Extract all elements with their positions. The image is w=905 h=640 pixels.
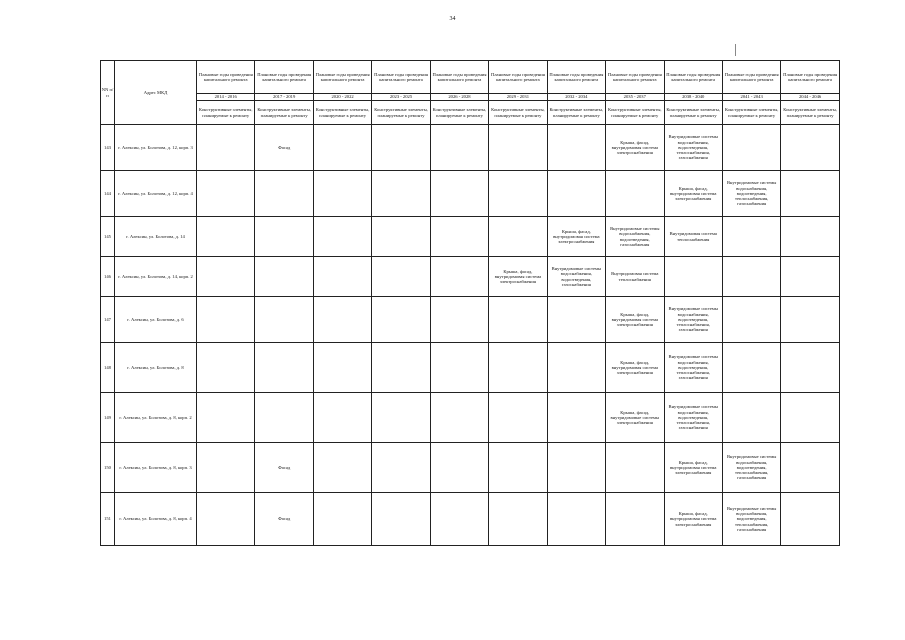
row-cell: Фасад — [255, 493, 313, 546]
row-cell: Внутридомовые системы водоснабжения, водоотведения, теплоснабжения, газоснабжения — [722, 171, 780, 217]
header-elements: Конструктивные элементы, планируемые к ремонту — [664, 101, 722, 125]
row-number: 145 — [101, 217, 115, 257]
row-cell — [430, 297, 488, 343]
row-cell — [489, 343, 547, 393]
header-elements: Конструктивные элементы, планируемые к ремонту — [372, 101, 430, 125]
page-number: 34 — [449, 16, 456, 22]
header-elements: Конструктивные элементы, планируемые к ремонту — [606, 101, 664, 125]
header-period: 2035 - 2037 — [606, 94, 664, 101]
header-period: 2044 - 2046 — [781, 94, 839, 101]
row-cell — [547, 297, 605, 343]
row-cell: Внутридомовая система теплоснабжения — [606, 257, 664, 297]
row-cell — [197, 393, 255, 443]
row-cell: Крыша, фасад, внутридомовая система электроснабжения — [489, 257, 547, 297]
header-planned-years: Плановые годы проведения капитального ремонта — [255, 61, 313, 94]
row-cell: Внутридомовая система теплоснабжения — [664, 217, 722, 257]
row-cell — [372, 217, 430, 257]
row-cell: Внутридомовые системы водоснабжения, водоотведения, теплоснабжения, газоснабжения — [664, 125, 722, 171]
row-number: 148 — [101, 343, 115, 393]
header-period: 2032 - 2034 — [547, 94, 605, 101]
header-elements: Конструктивные элементы, планируемые к ремонту — [722, 101, 780, 125]
row-cell — [722, 217, 780, 257]
header-period: 2023 - 2025 — [372, 94, 430, 101]
row-cell — [430, 125, 488, 171]
header-planned-years: Плановые годы проведения капитального ремонта — [664, 61, 722, 94]
row-cell — [197, 217, 255, 257]
row-address: г. Алексин, ул. Болотова, д. 14, корп. 2 — [115, 257, 197, 297]
row-cell — [197, 297, 255, 343]
row-cell — [547, 443, 605, 493]
row-cell — [781, 493, 839, 546]
row-cell — [547, 393, 605, 443]
row-cell: Фасад — [255, 443, 313, 493]
header-nn: NN п/п — [101, 61, 115, 125]
row-cell — [430, 393, 488, 443]
table-row — [101, 171, 840, 217]
row-cell — [313, 443, 371, 493]
row-cell — [722, 297, 780, 343]
row-cell — [313, 393, 371, 443]
row-cell — [255, 393, 313, 443]
row-address: г. Алексин, ул. Болотова, д. 12, корп. 4 — [115, 171, 197, 217]
row-cell — [372, 125, 430, 171]
row-cell — [313, 257, 371, 297]
table-row — [101, 443, 840, 493]
row-cell — [489, 217, 547, 257]
header-elements: Конструктивные элементы, планируемые к ремонту — [547, 101, 605, 125]
row-cell — [606, 493, 664, 546]
header-period: 2026 - 2028 — [430, 94, 488, 101]
row-cell — [489, 125, 547, 171]
header-planned-years: Плановые годы проведения капитального ремонта — [781, 61, 839, 94]
row-cell — [781, 443, 839, 493]
row-cell — [313, 217, 371, 257]
row-cell — [255, 343, 313, 393]
header-elements: Конструктивные элементы, планируемые к ремонту — [255, 101, 313, 125]
table-row — [101, 493, 840, 546]
row-cell — [197, 343, 255, 393]
header-planned-years: Плановые годы проведения капитального ремонта — [197, 61, 255, 94]
row-cell — [372, 443, 430, 493]
table-body — [101, 125, 840, 546]
header-planned-years: Плановые годы проведения капитального ремонта — [722, 61, 780, 94]
row-cell — [197, 493, 255, 546]
row-number: 147 — [101, 297, 115, 343]
scan-mark — [735, 44, 736, 56]
row-cell — [489, 171, 547, 217]
row-number: 144 — [101, 171, 115, 217]
header-planned-years: Плановые годы проведения капитального ремонта — [606, 61, 664, 94]
header-planned-years: Плановые годы проведения капитального ремонта — [547, 61, 605, 94]
header-period: 2014 - 2016 — [197, 94, 255, 101]
row-number: 150 — [101, 443, 115, 493]
row-cell: Крыша, фасад, внутридомовая система электроснабжения — [664, 443, 722, 493]
header-elements: Конструктивные элементы, планируемые к ремонту — [430, 101, 488, 125]
row-address: г. Алексин, ул. Болотова, д. 8 — [115, 343, 197, 393]
row-cell: Внутридомовые системы водоснабжения, водоотведения, теплоснабжения, газоснабжения — [664, 393, 722, 443]
row-cell — [430, 443, 488, 493]
row-cell: Крыша, фасад, внутридомовая система электроснабжения — [606, 343, 664, 393]
row-cell — [197, 443, 255, 493]
header-period: 2038 - 2040 — [664, 94, 722, 101]
row-cell — [372, 297, 430, 343]
row-cell — [313, 297, 371, 343]
row-cell — [606, 171, 664, 217]
header-elements: Конструктивные элементы, планируемые к ремонту — [197, 101, 255, 125]
table-header — [101, 61, 840, 125]
row-cell: Крыша, фасад, внутридомовая система электроснабжения — [606, 125, 664, 171]
row-cell — [547, 493, 605, 546]
row-cell — [430, 171, 488, 217]
row-cell — [489, 297, 547, 343]
table-row — [101, 257, 840, 297]
row-cell — [722, 257, 780, 297]
row-address: г. Алексин, ул. Болотова, д. 8, корп. 2 — [115, 393, 197, 443]
header-planned-years: Плановые годы проведения капитального ремонта — [372, 61, 430, 94]
row-number: 151 — [101, 493, 115, 546]
row-cell — [606, 443, 664, 493]
row-cell: Крыша, фасад, внутридомовая система электроснабжения — [664, 493, 722, 546]
row-cell — [313, 343, 371, 393]
row-number: 146 — [101, 257, 115, 297]
row-cell — [489, 443, 547, 493]
row-cell — [547, 171, 605, 217]
table-row — [101, 343, 840, 393]
row-cell: Внутридомовые системы водоснабжения, водоотведения, теплоснабжения, газоснабжения — [722, 493, 780, 546]
row-cell — [372, 493, 430, 546]
row-cell — [313, 125, 371, 171]
row-cell: Фасад — [255, 125, 313, 171]
row-cell — [722, 393, 780, 443]
row-cell — [313, 493, 371, 546]
row-cell — [372, 257, 430, 297]
row-cell — [722, 343, 780, 393]
row-cell — [197, 257, 255, 297]
row-address: г. Алексин, ул. Болотова, д. 8, корп. 3 — [115, 443, 197, 493]
header-period: 2029 - 2031 — [489, 94, 547, 101]
header-planned-years: Плановые годы проведения капитального ремонта — [313, 61, 371, 94]
row-cell — [664, 257, 722, 297]
row-cell — [197, 171, 255, 217]
row-cell: Внутридомовые системы водоснабжения, водоотведения, теплоснабжения, газоснабжения — [664, 343, 722, 393]
table-row — [101, 217, 840, 257]
row-cell: Внутридомовые системы водоснабжения, водоотведения, газоснабжения — [606, 217, 664, 257]
row-cell — [372, 171, 430, 217]
row-cell — [313, 171, 371, 217]
row-cell — [255, 217, 313, 257]
row-cell: Крыша, фасад, внутридомовая система электроснабжения — [664, 171, 722, 217]
row-cell — [430, 257, 488, 297]
row-cell — [255, 297, 313, 343]
row-cell — [489, 393, 547, 443]
table-row — [101, 393, 840, 443]
row-address: г. Алексин, ул. Болотова, д. 12, корп. 3 — [115, 125, 197, 171]
row-cell — [722, 125, 780, 171]
header-period: 2017 - 2019 — [255, 94, 313, 101]
header-period: 2041 - 2043 — [722, 94, 780, 101]
header-planned-years: Плановые годы проведения капитального ремонта — [430, 61, 488, 94]
row-cell — [372, 343, 430, 393]
row-cell — [255, 171, 313, 217]
row-address: г. Алексин, ул. Болотова, д. 6 — [115, 297, 197, 343]
header-elements: Конструктивные элементы, планируемые к ремонту — [489, 101, 547, 125]
row-cell: Крыша, фасад, внутридомовые системы электроснабжения — [606, 393, 664, 443]
row-cell — [197, 125, 255, 171]
row-cell — [489, 493, 547, 546]
row-number: 149 — [101, 393, 115, 443]
row-cell — [781, 297, 839, 343]
header-address: Адрес МКД — [115, 61, 197, 125]
row-address: г. Алексин, ул. Болотова, д. 8, корп. 4 — [115, 493, 197, 546]
row-cell: Крыша, фасад, внутридомовая система электроснабжения — [606, 297, 664, 343]
header-planned-years: Плановые годы проведения капитального ремонта — [489, 61, 547, 94]
row-cell — [781, 171, 839, 217]
row-cell — [547, 125, 605, 171]
row-address: г. Алексин, ул. Болотова, д. 14 — [115, 217, 197, 257]
row-cell — [781, 343, 839, 393]
row-cell — [781, 257, 839, 297]
repair-schedule-table — [100, 60, 840, 546]
row-number: 143 — [101, 125, 115, 171]
row-cell — [255, 257, 313, 297]
row-cell: Крыша, фасад, внутридомовая система электроснабжения — [547, 217, 605, 257]
row-cell: Внутридомовые системы водоснабжения, водоотведения, теплоснабжения, газоснабжения — [722, 443, 780, 493]
row-cell — [430, 343, 488, 393]
row-cell — [430, 217, 488, 257]
header-elements: Конструктивные элементы, планируемые к ремонту — [313, 101, 371, 125]
header-elements: Конструктивные элементы, планируемые к ремонту — [781, 101, 839, 125]
table-row — [101, 297, 840, 343]
row-cell — [781, 393, 839, 443]
row-cell — [430, 493, 488, 546]
row-cell — [547, 343, 605, 393]
row-cell — [781, 125, 839, 171]
row-cell — [372, 393, 430, 443]
row-cell — [781, 217, 839, 257]
header-period: 2020 - 2022 — [313, 94, 371, 101]
row-cell: Внутридомовые системы водоснабжения, водоотведения, газоснабжения — [547, 257, 605, 297]
table-row — [101, 125, 840, 171]
row-cell: Внутридомовые системы водоснабжения, водоотведения, теплоснабжения, газоснабжения — [664, 297, 722, 343]
